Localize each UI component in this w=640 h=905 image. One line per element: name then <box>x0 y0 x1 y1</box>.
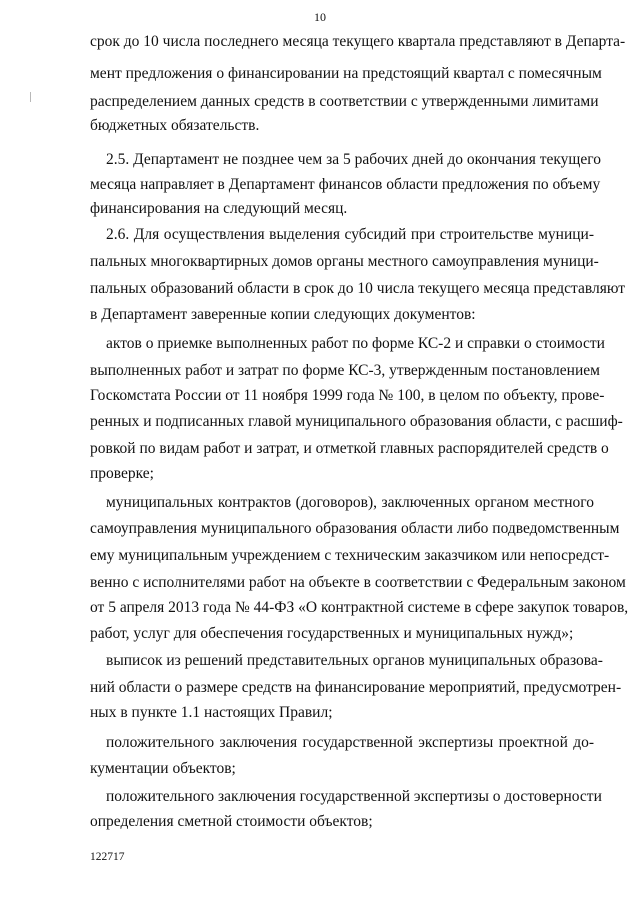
document-code: 122717 <box>90 851 125 863</box>
text-line: от 5 апреля 2013 года № 44-ФЗ «О контрактной системе в сфере закупок товаров, <box>90 599 629 616</box>
text-line: проверке; <box>90 465 154 482</box>
text-line: выписок из решений представительных органов муниципальных образова- <box>106 652 603 669</box>
text-line: бюджетных обязательств. <box>90 117 260 134</box>
text-line: муниципальных контрактов (договоров), заключенных органом местного <box>106 494 594 511</box>
text-line: актов о приемке выполненных работ по форме КС-2 и справки о стоимости <box>106 335 605 352</box>
text-line: в Департамент заверенные копии следующих документов: <box>90 306 476 323</box>
text-line: определения сметной стоимости объектов; <box>90 813 373 830</box>
text-line: 2.5. Департамент не позднее чем за 5 рабочих дней до окончания текущего <box>106 151 601 168</box>
text-line: ний области о размере средств на финансирование мероприятий, предусмотрен- <box>90 679 622 696</box>
text-line: мент предложения о финансировании на предстоящий квартал с помесячным <box>90 65 602 82</box>
text-line: ренных и подписанных главой муниципального образования области, с расшиф- <box>90 413 623 430</box>
text-line: ему муниципальным учреждением с техническим заказчиком или непосредст- <box>90 547 610 564</box>
page-number: 10 <box>314 10 326 24</box>
text-line: положительного заключения государственной экспертизы проектной до- <box>106 734 594 751</box>
margin-mark <box>30 92 31 102</box>
text-line: срок до 10 числа последнего месяца текущего квартала представляют в Департа- <box>90 33 626 50</box>
text-line: 2.6. Для осуществления выделения субсидий при строительстве муници- <box>106 226 594 243</box>
text-line: месяца направляет в Департамент финансов области предложения по объему <box>90 176 601 193</box>
text-line: Госкомстата России от 11 ноября 1999 года № 100, в целом по объекту, прове- <box>90 387 605 404</box>
text-line: венно с исполнителями работ на объекте в соответствии с Федеральным законом <box>90 574 626 591</box>
text-line: ровкой по видам работ и затрат, и отметкой главных распорядителей средств о <box>90 440 609 457</box>
text-line: ных в пункте 1.1 настоящих Правил; <box>90 704 333 721</box>
text-line: выполненных работ и затрат по форме КС-3, утвержденным постановлением <box>90 362 600 379</box>
text-line: пальных образований области в срок до 10 числа текущего месяца представляют <box>90 280 625 297</box>
text-line: кументации объектов; <box>90 760 236 777</box>
text-line: самоуправления муниципального образования области либо подведомственным <box>90 520 620 537</box>
text-line: пальных многоквартирных домов органы местного самоуправления муници- <box>90 253 599 270</box>
text-line: распределением данных средств в соответствии с утвержденными лимитами <box>90 93 599 110</box>
text-line: положительного заключения государственной экспертизы о достоверности <box>106 788 602 805</box>
text-line: финансирования на следующий месяц. <box>90 200 348 217</box>
text-line: работ, услуг для обеспечения государственных и муниципальных нужд»; <box>90 625 574 642</box>
